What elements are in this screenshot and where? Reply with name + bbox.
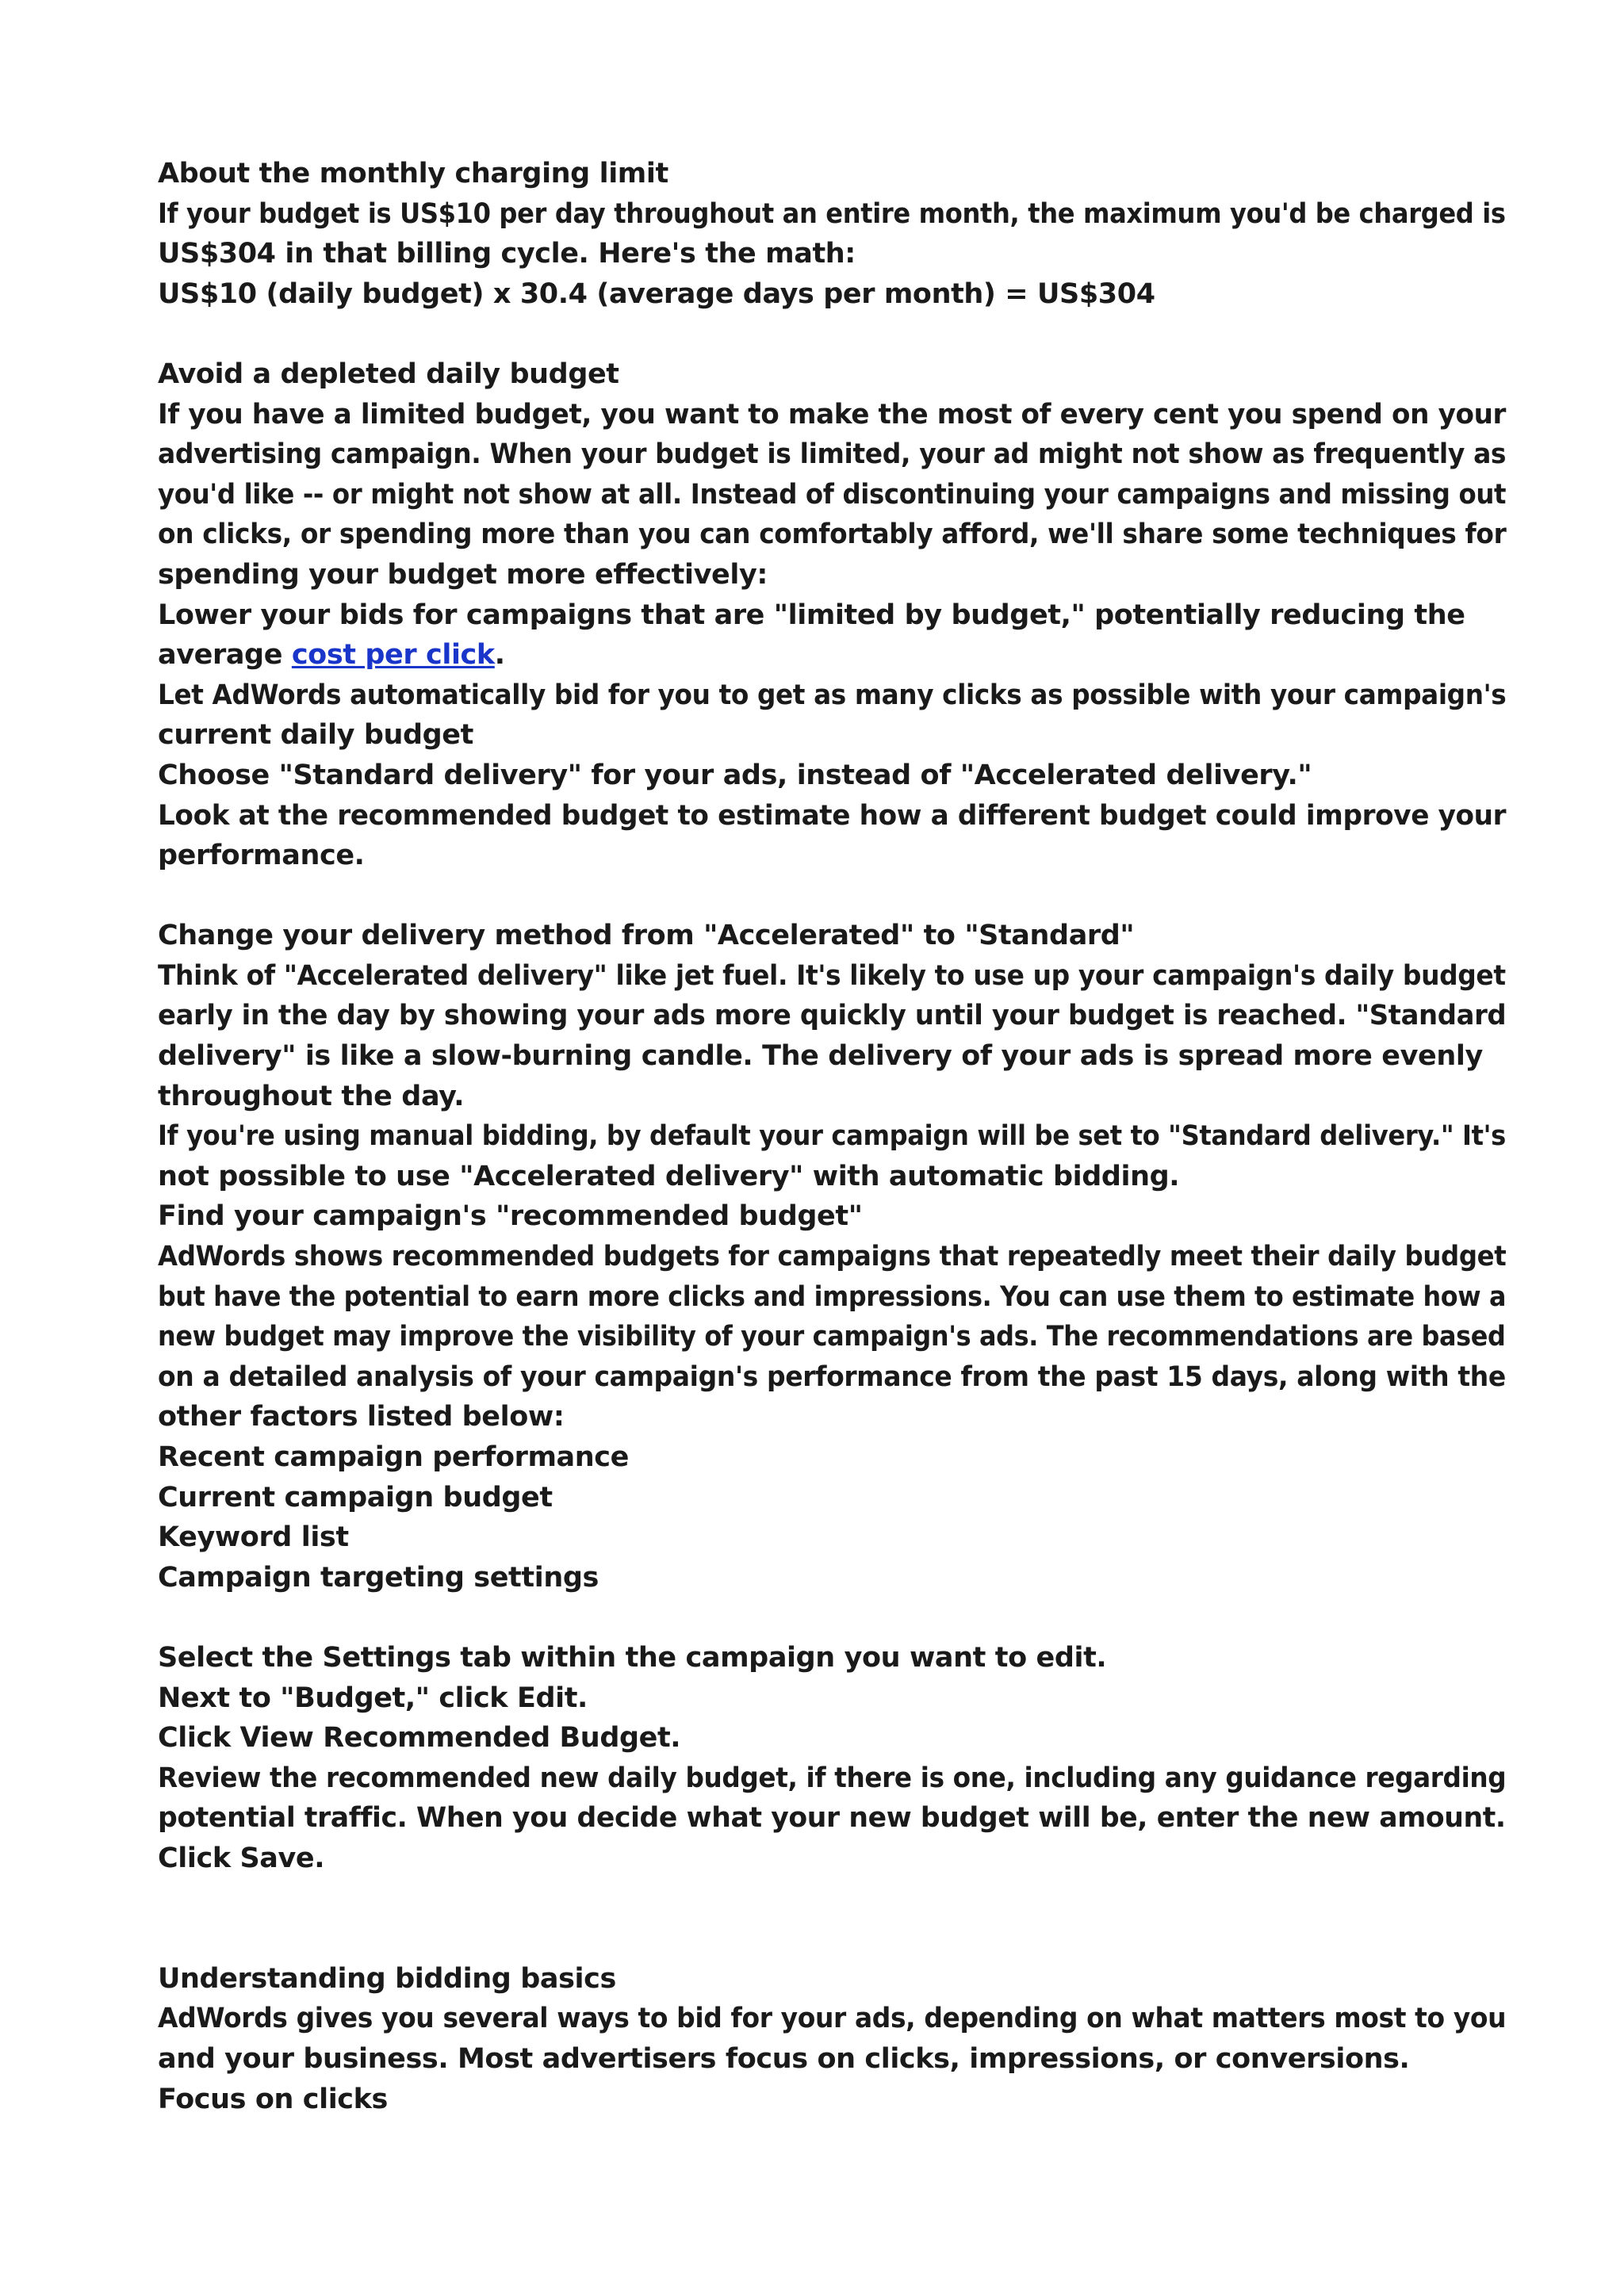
spacer [158,1879,1506,1959]
list-item: Campaign targeting settings [158,1561,599,1594]
paragraph-line: spending your budget more effectively: [158,558,768,591]
section-depleted-budget [158,354,1506,876]
section-heading: Understanding bidding basics [158,1962,616,1995]
paragraph-line: not possible to use "Accelerated delivery" with automatic bidding. [158,1160,1180,1192]
step-item: Select the Settings tab within the campaign you want to edit. [158,1641,1107,1674]
section-steps [158,1638,1506,1879]
paragraph-line: early in the day by showing your ads more quickly until your budget is reached. "Standard [158,1000,1507,1032]
paragraph-line: If you're using manual bidding, by default your campaign will be set to "Standard delivery." It's [158,1120,1506,1153]
paragraph-line: Let AdWords automatically bid for you to get as many clicks as possible with your campaign's [158,679,1507,711]
paragraph-line: but have the potential to earn more clicks and impressions. You can use them to estimate how a [158,1280,1507,1313]
step-item: Click Save. [158,1842,325,1874]
section-heading: Change your delivery method from "Accelerated" to "Standard" [158,920,1135,952]
paragraph-line: you'd like -- or might not show at all. Instead of discontinuing your campaigns and missing out [158,478,1507,511]
section-bidding-basics [158,1959,1506,2119]
cost-per-click-link[interactable]: cost per click [291,639,495,672]
paragraph-line: delivery" is like a slow-burning candle. The delivery of your ads is spread more evenly [158,1040,1483,1073]
spacer [158,1598,1506,1638]
paragraph-line: If your budget is US$10 per day throughout an entire month, the maximum you'd be charged is [158,197,1506,230]
paragraph-line: Choose "Standard delivery" for your ads, instead of "Accelerated delivery." [158,759,1312,791]
paragraph-line: performance. [158,840,365,872]
document-page [158,154,1506,2119]
step-item: Click View Recommended Budget. [158,1722,681,1755]
paragraph-line: US$304 in that billing cycle. Here's the math: [158,238,856,270]
list-item: Recent campaign performance [158,1441,629,1473]
paragraph-line: Focus on clicks [158,2083,388,2115]
step-item: Next to "Budget," click Edit. [158,1682,588,1714]
list-item: Current campaign budget [158,1481,553,1513]
paragraph-line: Lower your bids for campaigns that are "limited by budget," potentially reducing the [158,599,1465,631]
paragraph-line: Look at the recommended budget to estimate how a different budget could improve your [158,799,1507,832]
section-monthly-limit [158,154,1506,314]
paragraph-line: Think of "Accelerated delivery" like jet fuel. It's likely to use up your campaign's daily budget [158,959,1506,992]
section-delivery-method [158,916,1506,1598]
paragraph-line: AdWords gives you several ways to bid for your ads, depending on what matters most to you [158,2003,1507,2035]
paragraph-line: on clicks, or spending more than you can comfortably afford, we'll share some techniques for [158,519,1507,551]
paragraph-line: on a detailed analysis of your campaign's performance from the past 15 days, along with the [158,1360,1506,1393]
section-heading: Avoid a depleted daily budget [158,358,619,390]
paragraph-line: new budget may improve the visibility of your campaign's ads. The recommendations are based [158,1321,1506,1353]
section-heading: About the monthly charging limit [158,158,668,189]
spacer [158,876,1506,916]
paragraph-line: current daily budget [158,719,473,752]
step-item: potential traffic. When you decide what your new budget will be, enter the new amount. [158,1802,1506,1835]
step-item: Review the recommended new daily budget, if there is one, including any guidance regarding [158,1762,1507,1794]
paragraph-line: AdWords shows recommended budgets for campaigns that repeatedly meet their daily budget [158,1241,1507,1273]
paragraph-line: other factors listed below: [158,1401,565,1433]
paragraph-line: Find your campaign's "recommended budget" [158,1200,863,1233]
paragraph-line: US$10 (daily budget) x 30.4 (average days per month) = US$304 [158,277,1155,310]
spacer [158,314,1506,354]
paragraph-line: and your business. Most advertisers focus on clicks, impressions, or conversions. [158,2042,1410,2075]
paragraph-line: throughout the day. [158,1080,465,1112]
average-suffix: . [494,639,505,672]
paragraph-line-with-link [158,635,1506,675]
paragraph-line: If you have a limited budget, you want to make the most of every cent you spend on your [158,398,1506,430]
list-item: Keyword list [158,1521,349,1554]
average-prefix: average [158,639,292,672]
paragraph-line: advertising campaign. When your budget is limited, your ad might not show as frequently as [158,438,1507,471]
